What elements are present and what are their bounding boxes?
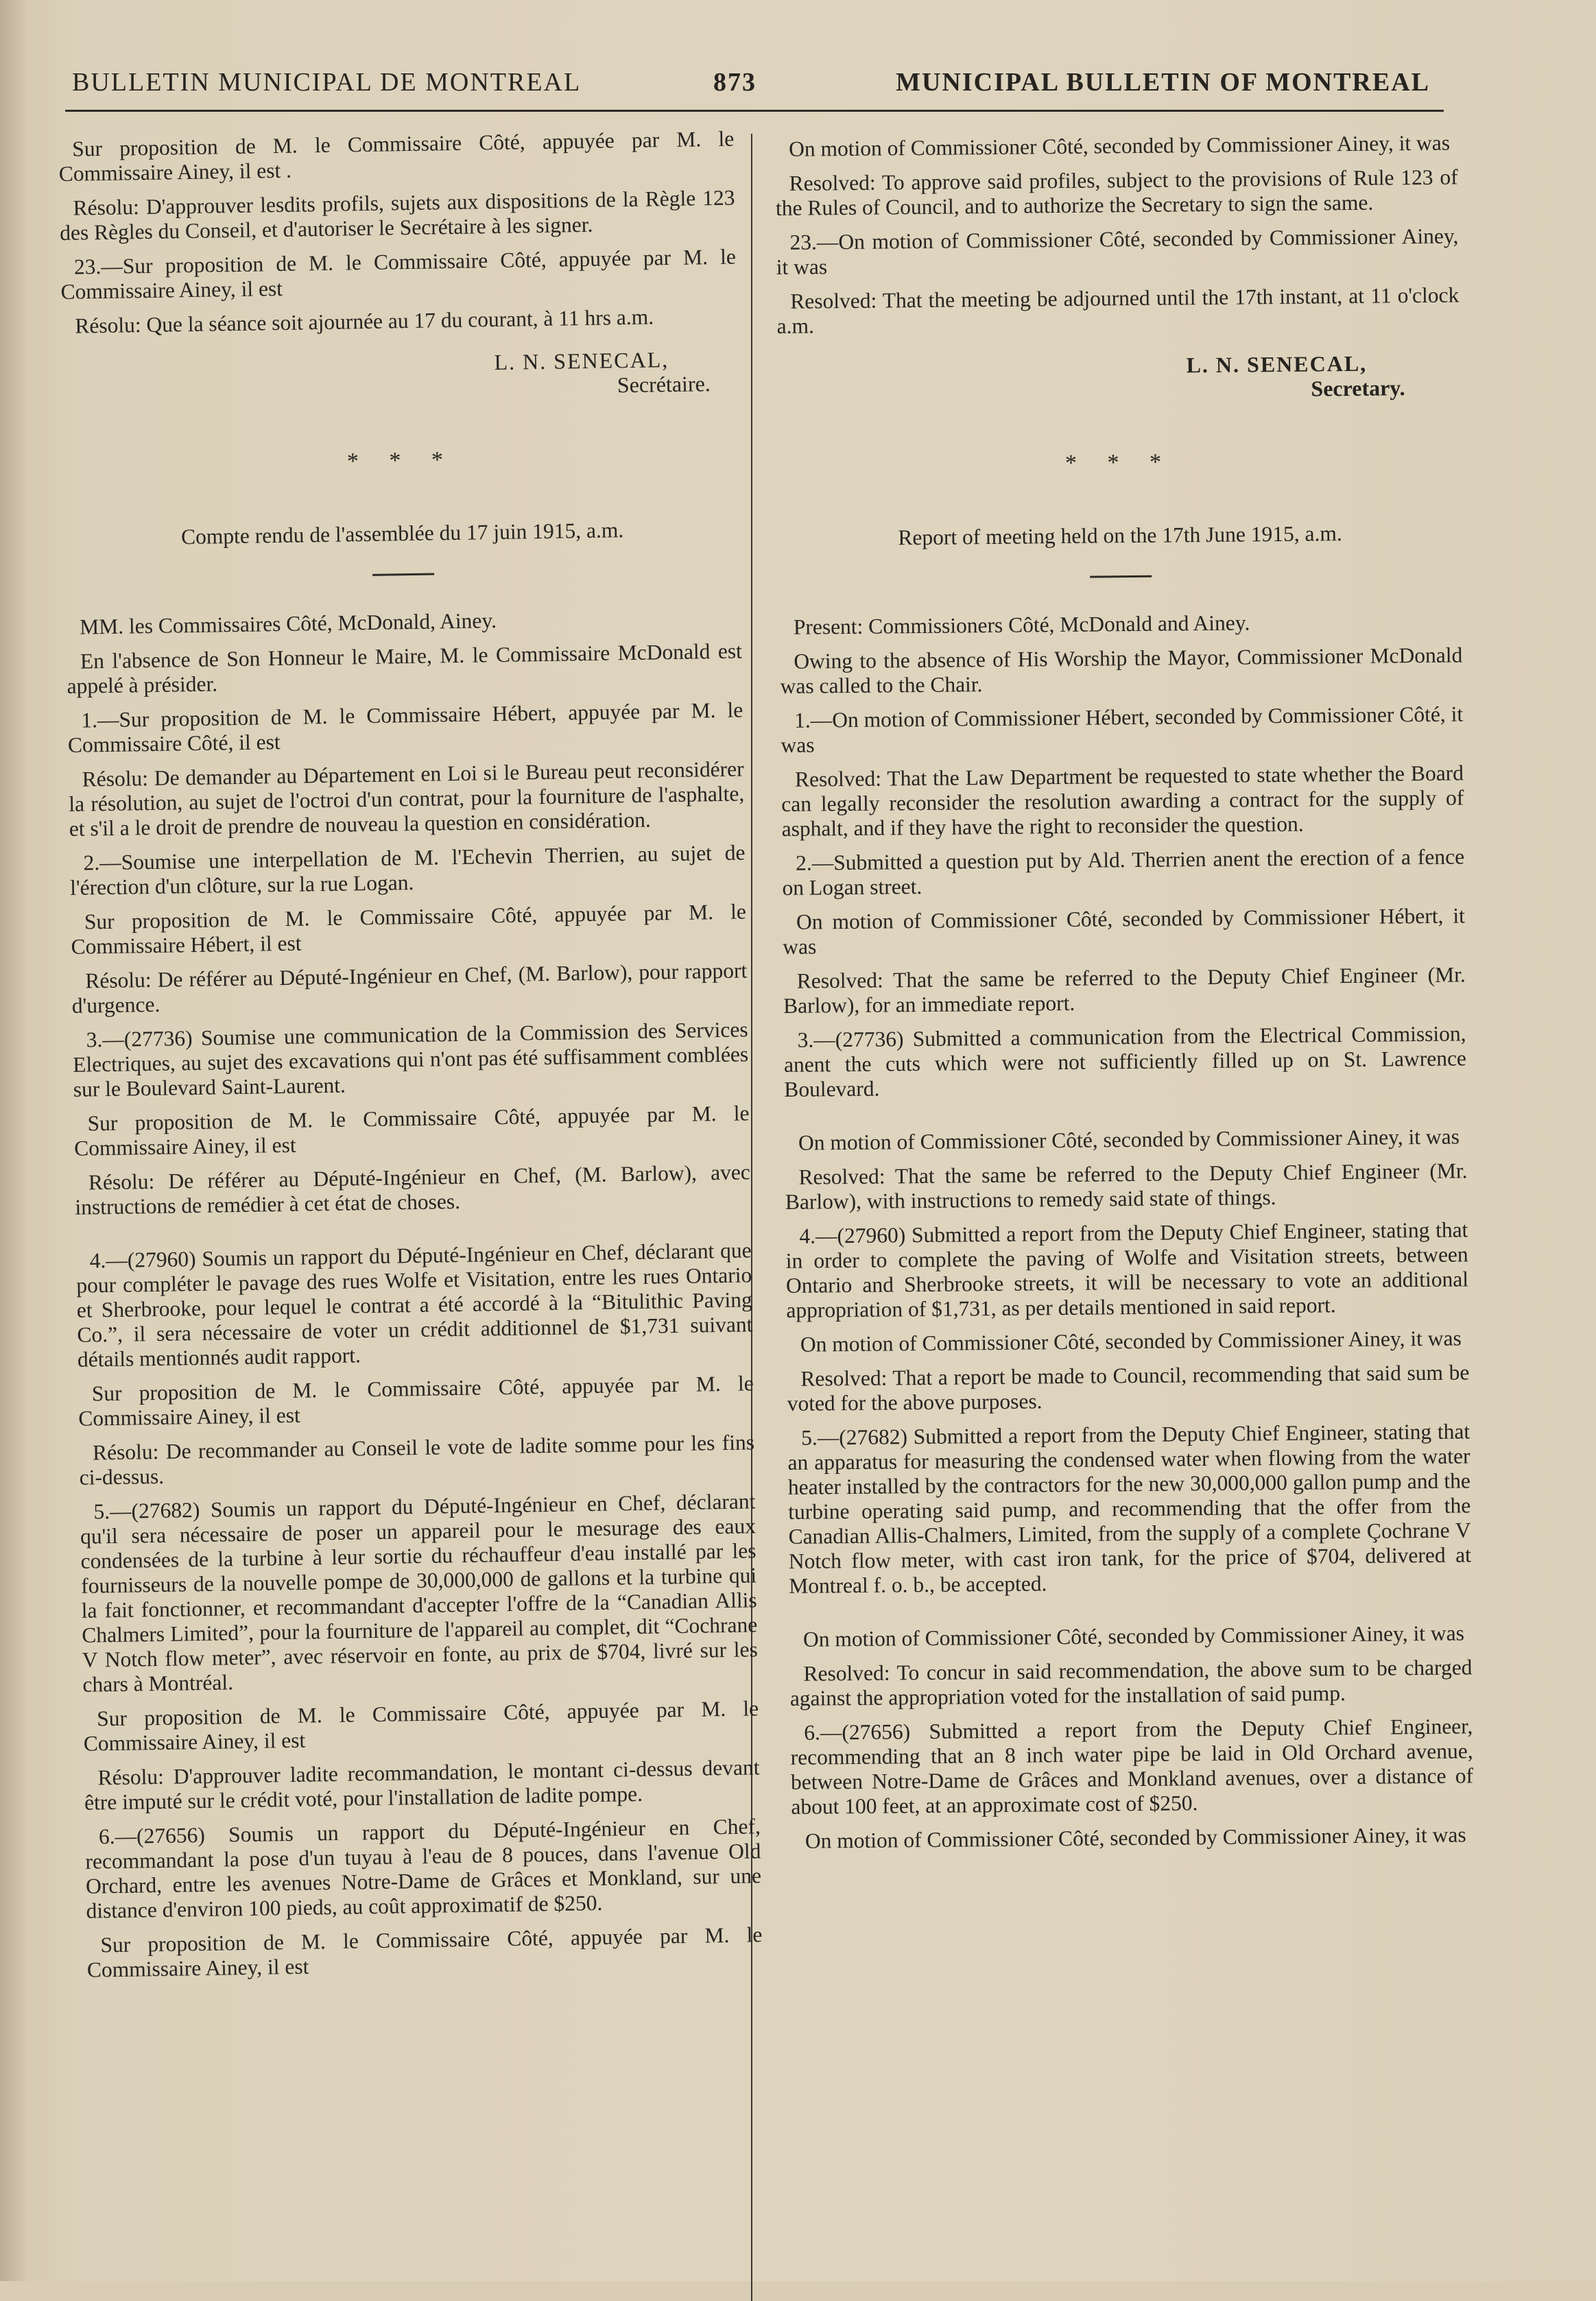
paragraph: Resolved: That a report be made to Council, recommending that said sum be voted for the above purposes. xyxy=(787,1360,1470,1416)
signature-name: L. N. SENECAL, xyxy=(1186,350,1368,378)
paragraph: 1.—Sur proposition de M. le Commissaire Hébert, appuyée par M. le Commissaire Côté, il est xyxy=(67,698,743,757)
header-title-english: MUNICIPAL BULLETIN OF MONTREAL xyxy=(896,68,1430,97)
paragraph: Sur proposition de M. le Commissaire Côté, appuyée par M. le Commissaire Ainey, il est xyxy=(73,1101,750,1160)
paragraph: Resolved: To concur in said recommendation, the above sum to be charged against the appropriation voted for the installation of said pump. xyxy=(789,1655,1473,1710)
section-separator: * * * xyxy=(346,446,456,475)
paragraph: Resolved: That the meeting be adjourned until the 17th instant, at 11 o'clock a.m. xyxy=(776,283,1460,338)
present-line: Present: Commissioners Côté, McDonald and Ainey. xyxy=(793,610,1250,639)
signature-title: Secretary. xyxy=(1311,375,1405,401)
page-number: 873 xyxy=(713,68,757,97)
signature-block xyxy=(777,350,1460,406)
paragraph: On motion of Commissioner Côté, seconded by Commissioner Ainey, it was xyxy=(800,1326,1462,1357)
paragraph: 23.—Sur proposition de M. le Commissaire Côté, appuyée par M. le Commissaire Ainey, il est xyxy=(60,244,737,304)
paragraph: 4.—(27960) Submitted a report from the Deputy Chief Engineer, stating that in order to complete the paving of Wolfe and Visitation streets, between Ontario and Sherbrooke streets, it will be necessary to vote an additional appropriation of $1,731, as per details mentioned in said report. xyxy=(785,1217,1469,1322)
paragraph: 5.—(27682) Soumis un rapport du Député-Ingénieur en Chef, déclarant qu'il sera nécessaire de poser un appareil pour le mesurage des eaux condensées de la turbine à leur sortie du réchauffeur d'eau installé par les fournisseurs de la nouvelle pompe de 30,000,000 de gallons et la turbine qui la fait fonctionner, et recommandant d'accepter l'offre de la “Canadian Allis Chalmers Limited”, pour la fourniture de l'appareil au complet, dit “Cochrane V Notch flow meter”, avec réservoir en fonte, au prix de $704, livré sur les chars à Montréal. xyxy=(80,1489,759,1697)
paragraph: Résolu: Que la séance soit ajournée au 17 du courant, à 11 hrs a.m. xyxy=(75,305,654,338)
paragraph: Résolu: De recommander au Conseil le vote de ladite somme pour les fins ci-dessus. xyxy=(79,1430,755,1490)
short-rule xyxy=(372,573,434,575)
paragraph: Sur proposition de M. le Commissaire Côté, appuyée par M. le Commissaire Ainey, il est xyxy=(83,1696,759,1756)
english-column xyxy=(775,130,1474,1863)
paragraph: Résolu: De demander au Département en Loi si le Bureau peut reconsidérer la résolution, au sujet de l'octroi d'un contrat, pour la fourniture de l'asphalte, et s'il a le droit de prendre de nouveau la question en considération. xyxy=(69,756,745,841)
paragraph: 1.—On motion of Commissioner Hébert, seconded by Commissioner Côté, it was xyxy=(781,702,1464,757)
present-line: MM. les Commissaires Côté, McDonald, Ainey. xyxy=(79,608,497,639)
signature-title: Secrétaire. xyxy=(617,371,711,398)
paragraph: 5.—(27682) Submitted a report from the Deputy Chief Engineer, stating that an apparatus for measuring the condensed water when flowing from the water heater installed by the contractors for the new 30,000,000 gallon pump and the turbine operating said pump, and recommending that the offer from the Canadian Allis-Chalmers, Limited, from the supply of a complete Çochrane V Notch flow meter, with cast iron tank, for the price of $704, delivered at Montreal f. o. b., be accepted. xyxy=(787,1419,1472,1598)
section-separator: * * * xyxy=(1064,449,1174,476)
paragraph: 2.—Soumise une interpellation de M. l'Echevin Therrien, au sujet de l'érection d'un clôture, sur la rue Logan. xyxy=(69,840,746,900)
french-column xyxy=(58,127,763,1992)
header-title-french: BULLETIN MUNICIPAL DE MONTREAL xyxy=(72,68,582,97)
paragraph: On motion of Commissioner Côté, seconded by Commissioner Ainey, it was xyxy=(802,1621,1465,1652)
paragraph: En l'absence de Son Honneur le Maire, M. le Commissaire McDonald est appelé à présider. xyxy=(67,639,743,698)
paragraph: Owing to the absence of His Worship the Mayor, Commissioner McDonald was called to the Chair. xyxy=(780,643,1463,698)
page-header xyxy=(65,48,1444,112)
paragraph: On motion of Commissioner Côté, seconded by Commissioner Hébert, it was xyxy=(783,903,1466,959)
paragraph: 6.—(27656) Submitted a report from the Deputy Chief Engineer, recommending that an 8 inch water pipe be laid in Old Orchard avenue, between Notre-Dame de Grâces and Monkland avenues, over a distance of about 100 feet, at an approximate cost of $250. xyxy=(790,1714,1474,1819)
paragraph: 2.—Submitted a question put by Ald. Therrien anent the erection of a fence on Logan street. xyxy=(782,844,1465,900)
paragraph: 23.—On motion of Commissioner Côté, seconded by Commissioner Ainey, it was xyxy=(776,224,1459,279)
paragraph: Sur proposition de M. le Commissaire Côté, appuyée par M. le Commissaire Hébert, il est xyxy=(71,899,747,959)
paragraph: Résolu: D'approuver ladite recommandation, le montant ci-dessus devant être imputé sur le crédit voté, pour l'installation de ladite pompe. xyxy=(84,1755,760,1815)
paragraph: 6.—(27656) Soumis un rapport du Député-Ingénieur en Chef, recommandant la pose d'un tuyau à l'eau de 8 pouces, dans l'avenue Old Orchard, entre les avenues Notre-Dame de Grâces et Monkland, sur une distance d'environ 100 pieds, au coût approximatif de $250. xyxy=(85,1814,762,1923)
report-title: Compte rendu de l'assemblée du 17 juin 1915, a.m. xyxy=(180,518,624,549)
report-title: Report of meeting held on the 17th June 1915, a.m. xyxy=(898,521,1342,550)
paragraph: Résolu: D'approuver lesdits profils, sujets aux dispositions de la Règle 123 des Règles du Conseil, et d'autoriser le Secrétaire à les signer. xyxy=(59,185,735,245)
paragraph: On motion of Commissioner Côté, seconded by Commissioner Ainey, it was xyxy=(788,130,1451,161)
paragraph: Sur proposition de M. le Commissaire Côté, appuyée par M. le Commissaire Ainey, il est . xyxy=(58,126,735,186)
paragraph: 4.—(27960) Soumis un rapport du Député-Ingénieur en Chef, déclarant que pour compléter le pavage des rues Wolfe et Visitation, entre les rues Ontario et Sherbrooke, pour lequel le contrat a été accordé à la “Bitulithic Paving Co.”, il sera nécessaire de voter un crédit additionnel de $1,731 suivant détails mentionnés audit rapport. xyxy=(76,1238,753,1372)
paragraph: On motion of Commissioner Côté, seconded by Commissioner Ainey, it was xyxy=(805,1822,1466,1853)
paragraph: Résolu: De référer au Député-Ingénieur en Chef, (M. Barlow), pour rapport d'urgence. xyxy=(71,958,748,1018)
paragraph: Résolu: De référer au Député-Ingénieur en Chef, (M. Barlow), avec instructions de remédier à cet état de choses. xyxy=(75,1160,751,1219)
paragraph: Resolved: That the Law Department be requested to state whether the Board can legally reconsider the resolution awarding a contract for the supply of asphalt, and if they have the right to reconsider the question. xyxy=(781,761,1464,841)
short-rule xyxy=(1090,575,1152,578)
signature-name: L. N. SENECAL, xyxy=(494,347,669,375)
paragraph: Resolved: To approve said profiles, subject to the provisions of Rule 123 of the Rules of Council, and to authorize the Secretary to sign the same. xyxy=(775,165,1458,220)
paragraph: 3.—(27736) Soumise une communication de la Commission des Services Electriques, au sujet des excavations qui n'ont pas été suffisamment comblées sur le Boulevard Saint-Laurent. xyxy=(72,1017,749,1101)
paragraph: Resolved: That the same be referred to the Deputy Chief Engineer (Mr. Barlow), for an immediate report. xyxy=(783,962,1466,1018)
signature-block xyxy=(62,346,738,405)
paragraph: Sur proposition de M. le Commissaire Côté, appuyée par M. le Commissaire Ainey, il est xyxy=(78,1371,754,1431)
paragraph: Sur proposition de M. le Commissaire Côté, appuyée par M. le Commissaire Ainey, il est xyxy=(86,1922,763,1982)
paragraph: On motion of Commissioner Côté, seconded by Commissioner Ainey, it was xyxy=(798,1124,1460,1155)
paragraph: Resolved: That the same be referred to the Deputy Chief Engineer (Mr. Barlow), with instructions to remedy said state of things. xyxy=(785,1158,1468,1214)
paragraph: 3.—(27736) Submitted a communication from the Electrical Commission, anent the cuts which were not sufficiently filled up on St. Lawrence Boulevard. xyxy=(783,1021,1467,1101)
